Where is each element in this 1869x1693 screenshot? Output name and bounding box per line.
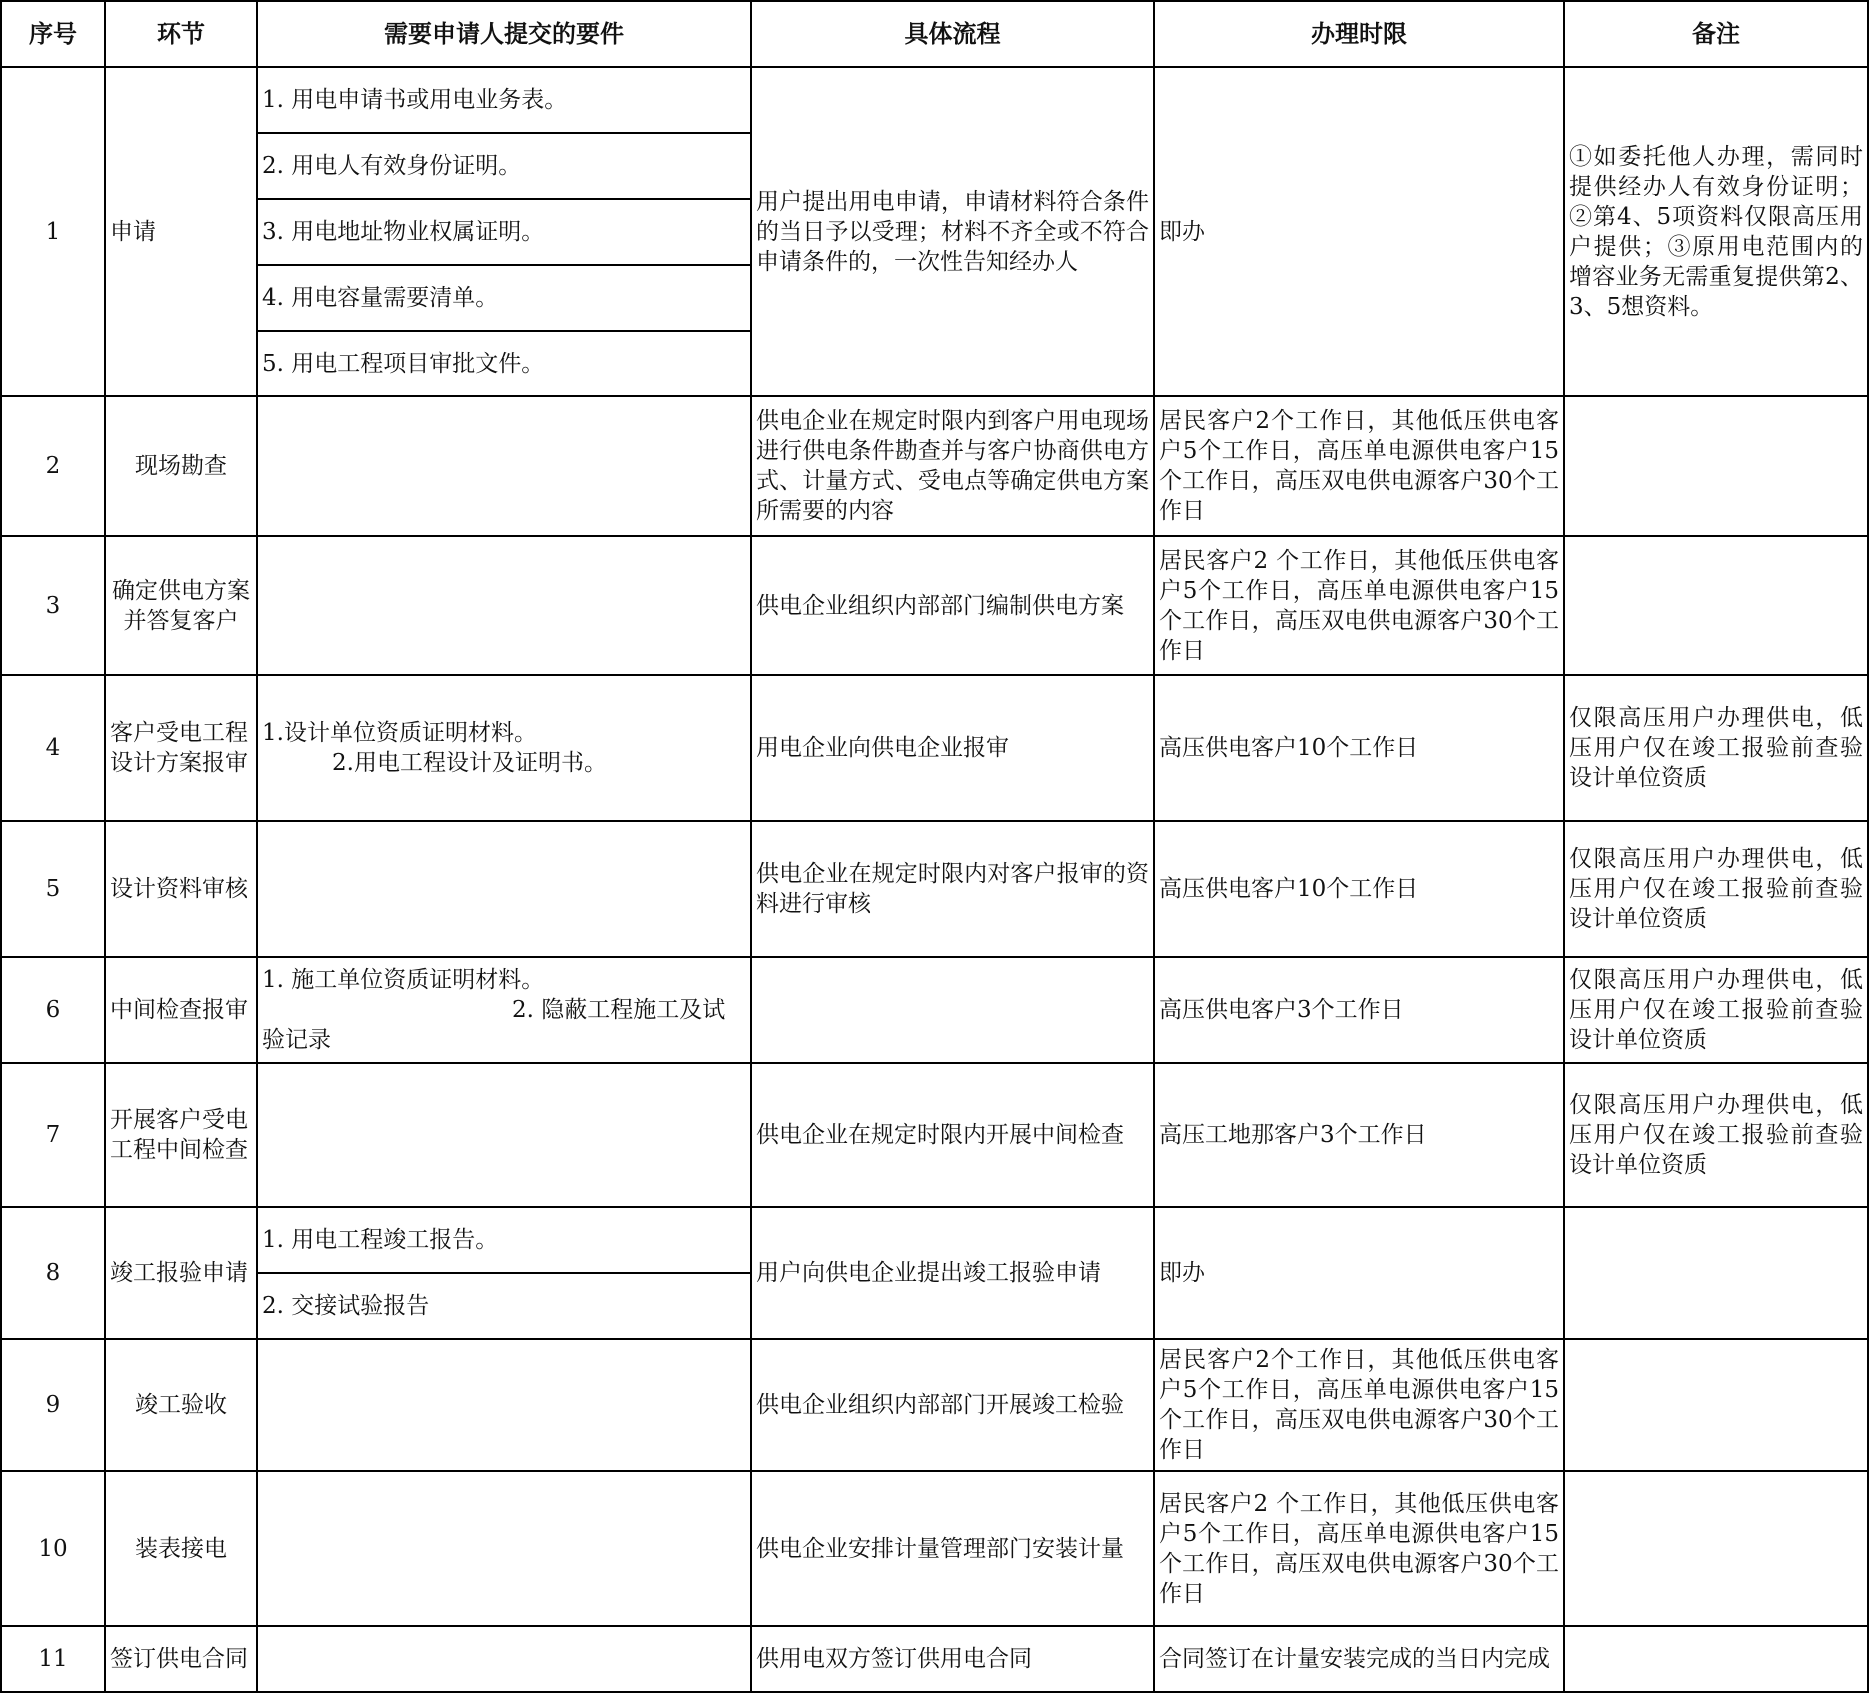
stage-text: 开展客户受电工程中间检查: [110, 1107, 248, 1163]
stage-text: 申请: [110, 218, 156, 245]
row-5-seq: [2, 822, 104, 956]
header-seq: [2, 2, 104, 66]
row-7-time: [1155, 1064, 1563, 1206]
process-text: 供电企业在规定时限内开展中间检查: [756, 1122, 1124, 1148]
process-text: 供电企业在规定时限内对客户报审的资料进行审核: [756, 861, 1149, 917]
header-stage-label: 环节: [157, 19, 205, 48]
doc-item: 4. 用电容量需要清单。: [262, 285, 499, 311]
row-6-time: [1155, 958, 1563, 1062]
stage-text: 设计资料审核: [110, 876, 248, 902]
doc-item: 1. 施工单位资质证明材料。: [262, 967, 545, 993]
row-4-docs: [258, 676, 750, 820]
seq-text: 10: [38, 1535, 68, 1562]
row-11-seq: [2, 1627, 104, 1691]
header-note: [1565, 2, 1867, 66]
header-stage: [106, 2, 256, 66]
row-3-time: [1155, 537, 1563, 674]
time-text: 高压工地那客户3个工作日: [1159, 1122, 1427, 1148]
row-9-stage: [106, 1340, 256, 1470]
stage-text: 中间检查报审: [110, 997, 248, 1023]
row-1-time: [1155, 68, 1563, 395]
row-6-seq: [2, 958, 104, 1062]
row-8-doc-2: [258, 1274, 750, 1338]
row-11-process: [752, 1627, 1153, 1691]
time-text: 居民客户2个工作日，其他低压供电客户5个工作日，高压单电源供电客户15个工作日，高压双电供电源客户30个工作日: [1159, 1347, 1559, 1463]
seq-text: 11: [38, 1646, 68, 1672]
row-3-seq: [2, 537, 104, 674]
doc-item: 3. 用电地址物业权属证明。: [262, 219, 545, 245]
header-docs: [258, 2, 750, 66]
doc-item: 2.用电工程设计及证明书。: [332, 750, 607, 776]
seq-text: 8: [45, 1260, 61, 1286]
seq-text: 4: [45, 735, 61, 761]
process-text: 供电企业在规定时限内到客户用电现场进行供电条件勘查并与客户协商供电方式、计量方式、受电点等确定供电方案所需要的内容: [756, 408, 1149, 524]
doc-item: 2. 交接试验报告: [262, 1293, 430, 1319]
process-text: 供电企业安排计量管理部门安装计量: [756, 1535, 1124, 1562]
row-2-time: [1155, 397, 1563, 535]
row-5-stage: [106, 822, 256, 956]
header-note-label: 备注: [1692, 19, 1740, 48]
row-1-doc-4: [258, 266, 750, 330]
row-3-process: [752, 537, 1153, 674]
note-text: 仅限高压用户办理供电，低压用户仅在竣工报验前查验设计单位资质: [1569, 1092, 1863, 1178]
doc-item: 1. 用电申请书或用电业务表。: [262, 87, 568, 113]
seq-text: 1: [45, 218, 61, 245]
row-10-process: [752, 1472, 1153, 1625]
stage-text: 客户受电工程设计方案报审: [110, 720, 248, 776]
stage-text: 竣工报验申请: [110, 1260, 248, 1286]
row-6-note: [1565, 958, 1867, 1062]
doc-item: 5. 用电工程项目审批文件。: [262, 350, 545, 377]
header-time: [1155, 2, 1563, 66]
doc-item: 1.设计单位资质证明材料。: [262, 720, 537, 746]
stage-text: 现场勘查: [135, 453, 227, 479]
header-process-label: 具体流程: [904, 19, 1001, 48]
process-text: 供电企业组织内部部门编制供电方案: [756, 592, 1124, 619]
row-5-process: [752, 822, 1153, 956]
row-9-time: [1155, 1340, 1563, 1470]
process-text: 供用电双方签订供用电合同: [756, 1646, 1032, 1672]
row-1-seq: [2, 68, 104, 395]
row-6-docs: [258, 958, 750, 1062]
doc-item: 1. 用电工程竣工报告。: [262, 1227, 499, 1253]
stage-text: 装表接电: [135, 1535, 227, 1562]
row-2-stage: [106, 397, 256, 535]
process-text: 用户向供电企业提出竣工报验申请: [756, 1260, 1101, 1286]
header-docs-label: 需要申请人提交的要件: [384, 19, 624, 48]
stage-text: 确定供电方案并答复客户: [112, 577, 250, 634]
seq-text: 2: [45, 453, 61, 479]
row-10-stage: [106, 1472, 256, 1625]
header-process: [752, 2, 1153, 66]
row-4-process: [752, 676, 1153, 820]
time-text: 合同签订在计量安装完成的当日内完成: [1159, 1646, 1550, 1672]
row-1-stage: [106, 68, 256, 395]
time-text: 居民客户2 个工作日，其他低压供电客户5个工作日，高压单电源供电客户15个工作日，高压双电供电源客户30个工作日: [1159, 547, 1559, 664]
seq-text: 5: [45, 876, 61, 902]
seq-text: 3: [45, 592, 61, 619]
row-7-note: [1565, 1064, 1867, 1206]
time-text: 即办: [1159, 218, 1205, 245]
stage-text: 签订供电合同: [110, 1646, 248, 1672]
seq-text: 6: [45, 997, 61, 1023]
row-4-note: [1565, 676, 1867, 820]
row-1-note: [1565, 68, 1867, 395]
note-text: 仅限高压用户办理供电，低压用户仅在竣工报验前查验设计单位资质: [1569, 967, 1863, 1053]
row-1-process: [752, 68, 1153, 395]
doc-item: 2. 隐蔽工程施工及试验记录: [262, 997, 726, 1053]
header-time-label: 办理时限: [1311, 19, 1407, 48]
row-8-time: [1155, 1208, 1563, 1338]
time-text: 即办: [1159, 1260, 1205, 1286]
row-8-process: [752, 1208, 1153, 1338]
row-10-time: [1155, 1472, 1563, 1625]
note-text: ①如委托他人办理，需同时提供经办人有效身份证明；②第4、5项资料仅限高压用户提供；③原用电范围内的增容业务无需重复提供第2、3、5想资料。: [1569, 143, 1863, 320]
row-9-process: [752, 1340, 1153, 1470]
note-text: 仅限高压用户办理供电，低压用户仅在竣工报验前查验设计单位资质: [1569, 705, 1863, 791]
row-11-time: [1155, 1627, 1563, 1691]
time-text: 居民客户2个工作日，其他低压供电客户5个工作日，高压单电源供电客户15个工作日，高压双电供电源客户30个工作日: [1159, 408, 1559, 524]
row-4-seq: [2, 676, 104, 820]
note-text: 仅限高压用户办理供电，低压用户仅在竣工报验前查验设计单位资质: [1569, 846, 1863, 932]
row-8-doc-1: [258, 1208, 750, 1272]
seq-text: 7: [45, 1122, 61, 1148]
row-4-stage: [106, 676, 256, 820]
seq-text: 9: [45, 1392, 61, 1418]
process-text: 用户提出用电申请，申请材料符合条件的当日予以受理；材料不齐全或不符合申请条件的，一次性告知经办人: [756, 188, 1149, 275]
row-2-seq: [2, 397, 104, 535]
row-1-doc-5: [258, 332, 750, 395]
row-10-seq: [2, 1472, 104, 1625]
row-9-seq: [2, 1340, 104, 1470]
time-text: 高压供电客户10个工作日: [1159, 876, 1419, 902]
row-4-time: [1155, 676, 1563, 820]
time-text: 高压供电客户3个工作日: [1159, 997, 1404, 1023]
stage-text: 竣工验收: [135, 1392, 227, 1418]
time-text: 高压供电客户10个工作日: [1159, 735, 1419, 761]
header-seq-label: 序号: [29, 19, 77, 48]
doc-item: 2. 用电人有效身份证明。: [262, 153, 522, 179]
process-text: 供电企业组织内部部门开展竣工检验: [756, 1392, 1124, 1418]
row-1-doc-3: [258, 200, 750, 264]
row-5-note: [1565, 822, 1867, 956]
row-6-stage: [106, 958, 256, 1062]
row-3-stage: [106, 537, 256, 674]
row-7-stage: [106, 1064, 256, 1206]
row-7-seq: [2, 1064, 104, 1206]
row-8-stage: [106, 1208, 256, 1338]
row-11-stage: [106, 1627, 256, 1691]
row-1-doc-2: [258, 134, 750, 198]
process-text: 用电企业向供电企业报审: [756, 735, 1009, 761]
row-7-process: [752, 1064, 1153, 1206]
row-5-time: [1155, 822, 1563, 956]
row-8-seq: [2, 1208, 104, 1338]
row-2-process: [752, 397, 1153, 535]
row-1-doc-1: [258, 68, 750, 132]
time-text: 居民客户2 个工作日，其他低压供电客户5个工作日，高压单电源供电客户15个工作日，高压双电供电源客户30个工作日: [1159, 1490, 1559, 1607]
